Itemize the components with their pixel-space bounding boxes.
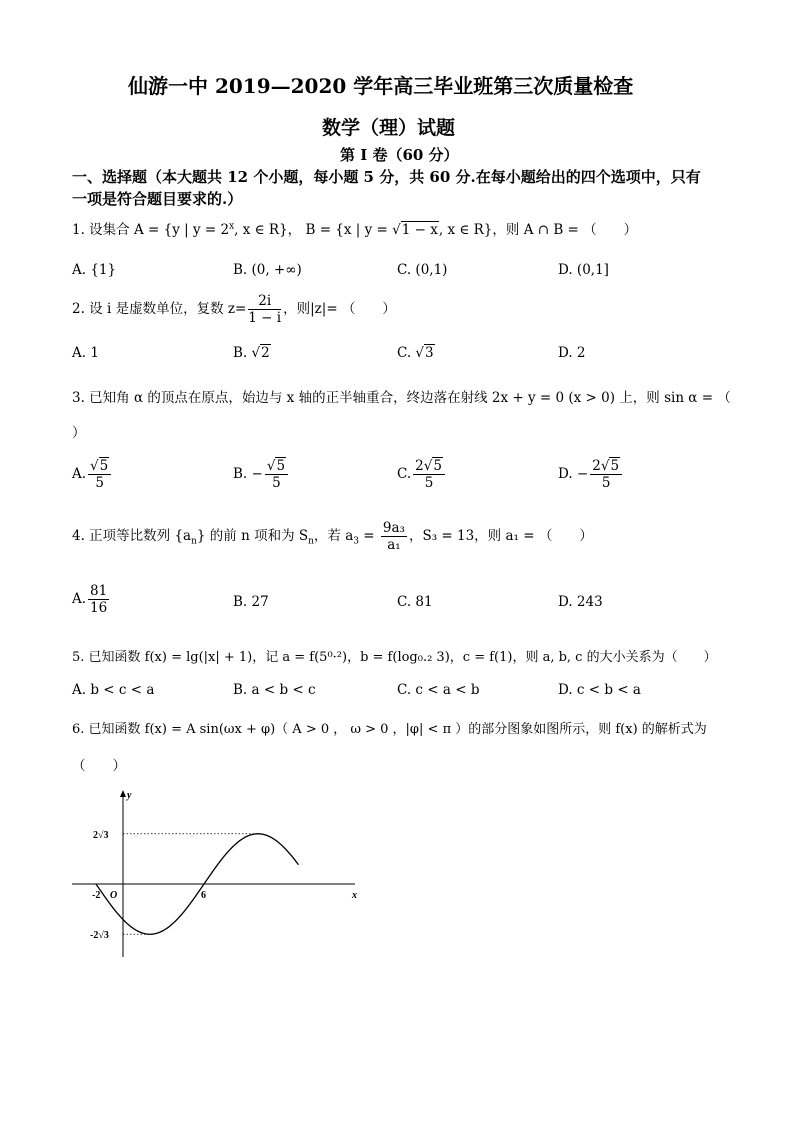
q3-c-coef: 2 [415, 458, 424, 474]
q4-den: a₁ [387, 537, 401, 553]
tick-label-min: -2√3 [90, 930, 109, 942]
q2-b-radicand: 2 [261, 345, 270, 361]
q2-option-d: D. 2 [558, 345, 586, 361]
q5-option-b: B. a < b < c [233, 682, 316, 698]
q1-option-c: C. (0,1) [397, 262, 448, 278]
q3-d-rad: 5 [610, 458, 620, 474]
q3-b-num: 5 [276, 458, 286, 474]
q1-radicand: 1 − x [401, 222, 438, 238]
q2-option-a: A. 1 [72, 345, 99, 361]
q3-d-label: D. − [558, 466, 589, 482]
q3-d-coef: 2 [592, 458, 601, 474]
q2-suffix: ，则|z|= （ ） [283, 301, 396, 317]
q3-b-label: B. − [233, 466, 263, 482]
q2-c-label: C. [397, 345, 412, 361]
q3-c-rad: 5 [433, 458, 442, 474]
q4-prefix: 4. 正项等比数列 {a [72, 528, 192, 544]
q4-fraction [381, 520, 407, 553]
q2-denominator: 1 − i [248, 310, 282, 326]
question-6: 6. 已知函数 f(x) = A sin(ωx + φ)（ A > 0 ， ω > 0 ，|φ| < π ）的部分图象如图所示，则 f(x) 的解析式为 [72, 722, 707, 737]
volume-heading: 第 I 卷（60 分） [340, 146, 459, 164]
q1-setA-tail: , x ∈ R}， [234, 222, 302, 238]
q4-eq: = [358, 528, 379, 544]
q4-tail: ，S₃ = 13，则 a₁ = （ ） [408, 528, 593, 544]
question-1: 1. 设集合 A = {y | $y = 2^x$, x ∈ R}， B = {x | y = √1 − x, x ∈ R}，则 A ∩ B = （ ） [72, 221, 638, 238]
q4-a-fraction [88, 583, 109, 616]
q1-setA: A = {y | y = 2 [133, 222, 230, 238]
q3-option-d [558, 458, 624, 491]
y-axis-arrow [120, 790, 126, 797]
question-2 [72, 293, 396, 326]
sine-graph [70, 785, 370, 965]
q4-mid2: ，若 a [313, 528, 354, 544]
q2-fraction [248, 293, 281, 326]
section-instructions-line1: 一、选择题（本大题共 12 个小题，每小题 5 分，共 60 分.在每小题给出的四个选项中，只有 [72, 168, 701, 186]
q3-a-num: 5 [99, 458, 109, 474]
tick-label-6: 6 [201, 890, 206, 901]
q3-c-label: C. [397, 466, 412, 482]
q4-a-num: 81 [90, 583, 108, 599]
question-4 [72, 520, 593, 553]
q4-a-den: 16 [90, 600, 108, 616]
q4-option-b: B. 27 [233, 594, 269, 610]
q5-option-a: A. b < c < a [72, 682, 155, 698]
q4-a-label: A. [72, 591, 87, 607]
q1-option-d: D. (0,1] [558, 262, 609, 278]
q3-b-fraction: $\frac{√5}{5}$ [265, 458, 288, 491]
q3-b-den: 5 [272, 475, 281, 491]
q3-a-fraction: $\frac{√5}{5}$ [88, 458, 111, 491]
q4-mid: } 的前 n 项和为 S [196, 528, 309, 544]
q1-exp: x [229, 221, 235, 232]
q5-option-c: C. c < a < b [397, 682, 480, 698]
q2-numerator: 2i [248, 293, 281, 310]
q1-prefix: 1. 设集合 [72, 222, 130, 238]
q1-setB: B = {x | y = [305, 222, 393, 238]
tick-label-max: 2√3 [93, 829, 109, 841]
q3-option-c [397, 458, 447, 491]
question-3: 3. 已知角 α 的顶点在原点，始边与 x 轴的正半轴重合，终边落在射线 2x + y = 0 (x > 0) 上，则 sin α = （ [72, 390, 731, 406]
q4-num: 9a₃ [382, 520, 405, 536]
q3-a-label: A. [72, 466, 87, 482]
q3-c-fraction: $\frac{2√5}{5}$ [413, 458, 445, 491]
q5-option-d: D. c < b < a [558, 682, 641, 698]
q3-d-fraction: $\frac{2√5}{5}$ [590, 458, 622, 491]
q2-option-c: C. √3 [397, 345, 434, 361]
q2-b-label: B. [233, 345, 248, 361]
question-5: 5. 已知函数 f(x) = lg(|x| + 1)，记 a = f(5⁰·²)，b = f(log₀.₂ 3)，c = f(1)，则 a, b, c 的大小关系为（ ） [72, 650, 717, 665]
section-instructions-line2: 一项是符合题目要求的.） [72, 190, 243, 208]
q1-setB-tail: , x ∈ R}，则 A ∩ B = （ ） [438, 222, 638, 238]
tick-label-neg2: -2 [92, 890, 101, 901]
q4-option-c: C. 81 [397, 594, 433, 610]
q4-option-a [72, 583, 111, 616]
q1-option-a: A. {1} [72, 262, 117, 278]
q2-c-radicand: 3 [425, 345, 434, 361]
q3-a-den: 5 [95, 475, 104, 491]
exam-title: 仙游一中 2019—2020 学年高三毕业班第三次质量检查 [128, 74, 634, 98]
q4-option-d: D. 243 [558, 594, 603, 610]
q4-sub-n: n [191, 536, 197, 547]
question-3-line2: ） [72, 425, 86, 441]
question-6-line2: （ ） [72, 758, 126, 774]
q2-prefix: 2. 设 i 是虚数单位，复数 z= [72, 301, 247, 317]
q2-option-b: B. √2 [233, 345, 270, 361]
q3-d-den: 5 [601, 475, 611, 491]
q4-sub3: 3 [353, 536, 359, 547]
q3-option-a [72, 458, 113, 491]
q4-sub-n2: n [308, 536, 314, 547]
q3-c-den: 5 [424, 475, 434, 491]
q1-option-b: B. (0, +∞) [233, 262, 302, 278]
paper-subtitle: 数学（理）试题 [322, 117, 456, 139]
y-axis-label: y [127, 790, 132, 801]
origin-label: O [110, 890, 118, 901]
q3-option-b [233, 458, 290, 491]
x-axis-label: x [352, 890, 357, 901]
